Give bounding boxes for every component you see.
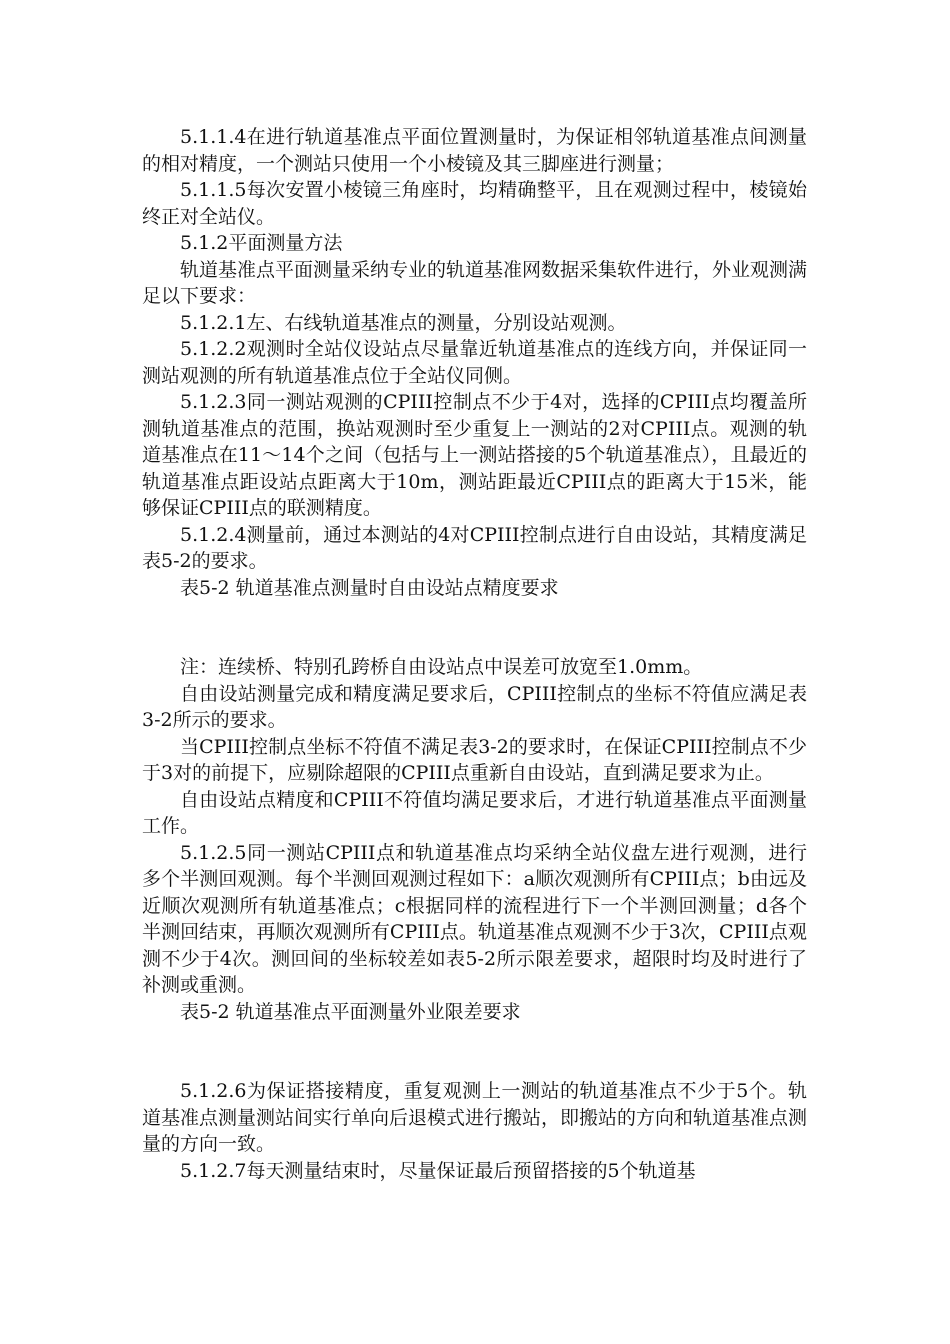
paragraph-cpiii-exceed: 当CPIII控制点坐标不符值不满足表3-2的要求时，在保证CPIII控制点不少于3对的前提下，应剔除超限的CPIII点重新自由设站，直到满足要求为止。	[142, 735, 807, 784]
table-caption-field-limits: 表5-2 轨道基准点平面测量外业限差要求	[180, 1000, 521, 1023]
paragraph-5-1-1-4: 5.1.1.4在进行轨道基准点平面位置测量时，为保证相邻轨道基准点间测量的相对精度，一个测站只使用一个小棱镜及其三脚座进行测量；	[142, 126, 807, 175]
paragraph-5-1-1-5: 5.1.1.5每次安置小棱镜三角座时，均精确整平，且在观测过程中，棱镜始终正对全站仪。	[142, 179, 807, 228]
document-body	[142, 124, 807, 1184]
section-heading-5-1-2: 5.1.2平面测量方法	[180, 232, 343, 254]
paragraph-precision-ok: 自由设站点精度和CPIII不符值均满足要求后，才进行轨道基准点平面测量工作。	[142, 788, 807, 837]
paragraph-free-station-result: 自由设站测量完成和精度满足要求后，CPIII控制点的坐标不符值应满足表3-2所示的要求。	[142, 682, 807, 731]
table-note: 注：连续桥、特别孔跨桥自由设站点中误差可放宽至1.0mm。	[180, 656, 703, 678]
paragraph-intro: 轨道基准点平面测量采纳专业的轨道基准网数据采集软件进行，外业观测满足以下要求：	[142, 258, 808, 307]
table-placeholder-2	[142, 1025, 807, 1078]
paragraph-5-1-2-6: 5.1.2.6为保证搭接精度，重复观测上一测站的轨道基准点不少于5个。轨道基准点测量测站间实行单向后退模式进行搬站，即搬站的方向和轨道基准点测量的方向一致。	[142, 1080, 808, 1155]
paragraph-5-1-2-1: 5.1.2.1左、右线轨道基准点的测量，分别设站观测。	[180, 311, 627, 334]
paragraph-5-1-2-7: 5.1.2.7每天测量结束时，尽量保证最后预留搭接的5个轨道基	[180, 1159, 696, 1182]
table-caption-free-station: 表5-2 轨道基准点测量时自由设站点精度要求	[180, 576, 559, 599]
table-placeholder-1	[142, 601, 807, 654]
paragraph-5-1-2-4: 5.1.2.4测量前，通过本测站的4对CPIII控制点进行自由设站，其精度满足表5-2的要求。	[142, 523, 807, 572]
paragraph-5-1-2-2: 5.1.2.2观测时全站仪设站点尽量靠近轨道基准点的连线方向，并保证同一测站观测的所有轨道基准点位于全站仪同侧。	[142, 338, 807, 387]
paragraph-5-1-2-5: 5.1.2.5同一测站CPIII点和轨道基准点均采纳全站仪盘左进行观测，进行多个半测回观测。每个半测回观测过程如下：a顺次观测所有CPIII点；b由远及近顺次观测所有轨道基准点；c根据同样的流程进行下一个半测回测量；d各个半测回结束，再顺次观测所有CPIII点。轨道基准点观测不少于3次，CPIII点观测不少于4次。测回间的坐标较差如表5-2所示限差要求，超限时均及时进行了补测或重测。	[142, 841, 807, 996]
paragraph-5-1-2-3: 5.1.2.3同一测站观测的CPIII控制点不少于4对，选择的CPIII点均覆盖所测轨道基准点的范围，换站观测时至少重复上一测站的2对CPIII点。观测的轨道基准点在11～14个之间（包括与上一测站搭接的5个轨道基准点），且最近的轨道基准点距设站点距离大于10m，测站距最近CPIII点的距离大于15米，能够保证CPIII点的联测精度。	[142, 391, 807, 519]
